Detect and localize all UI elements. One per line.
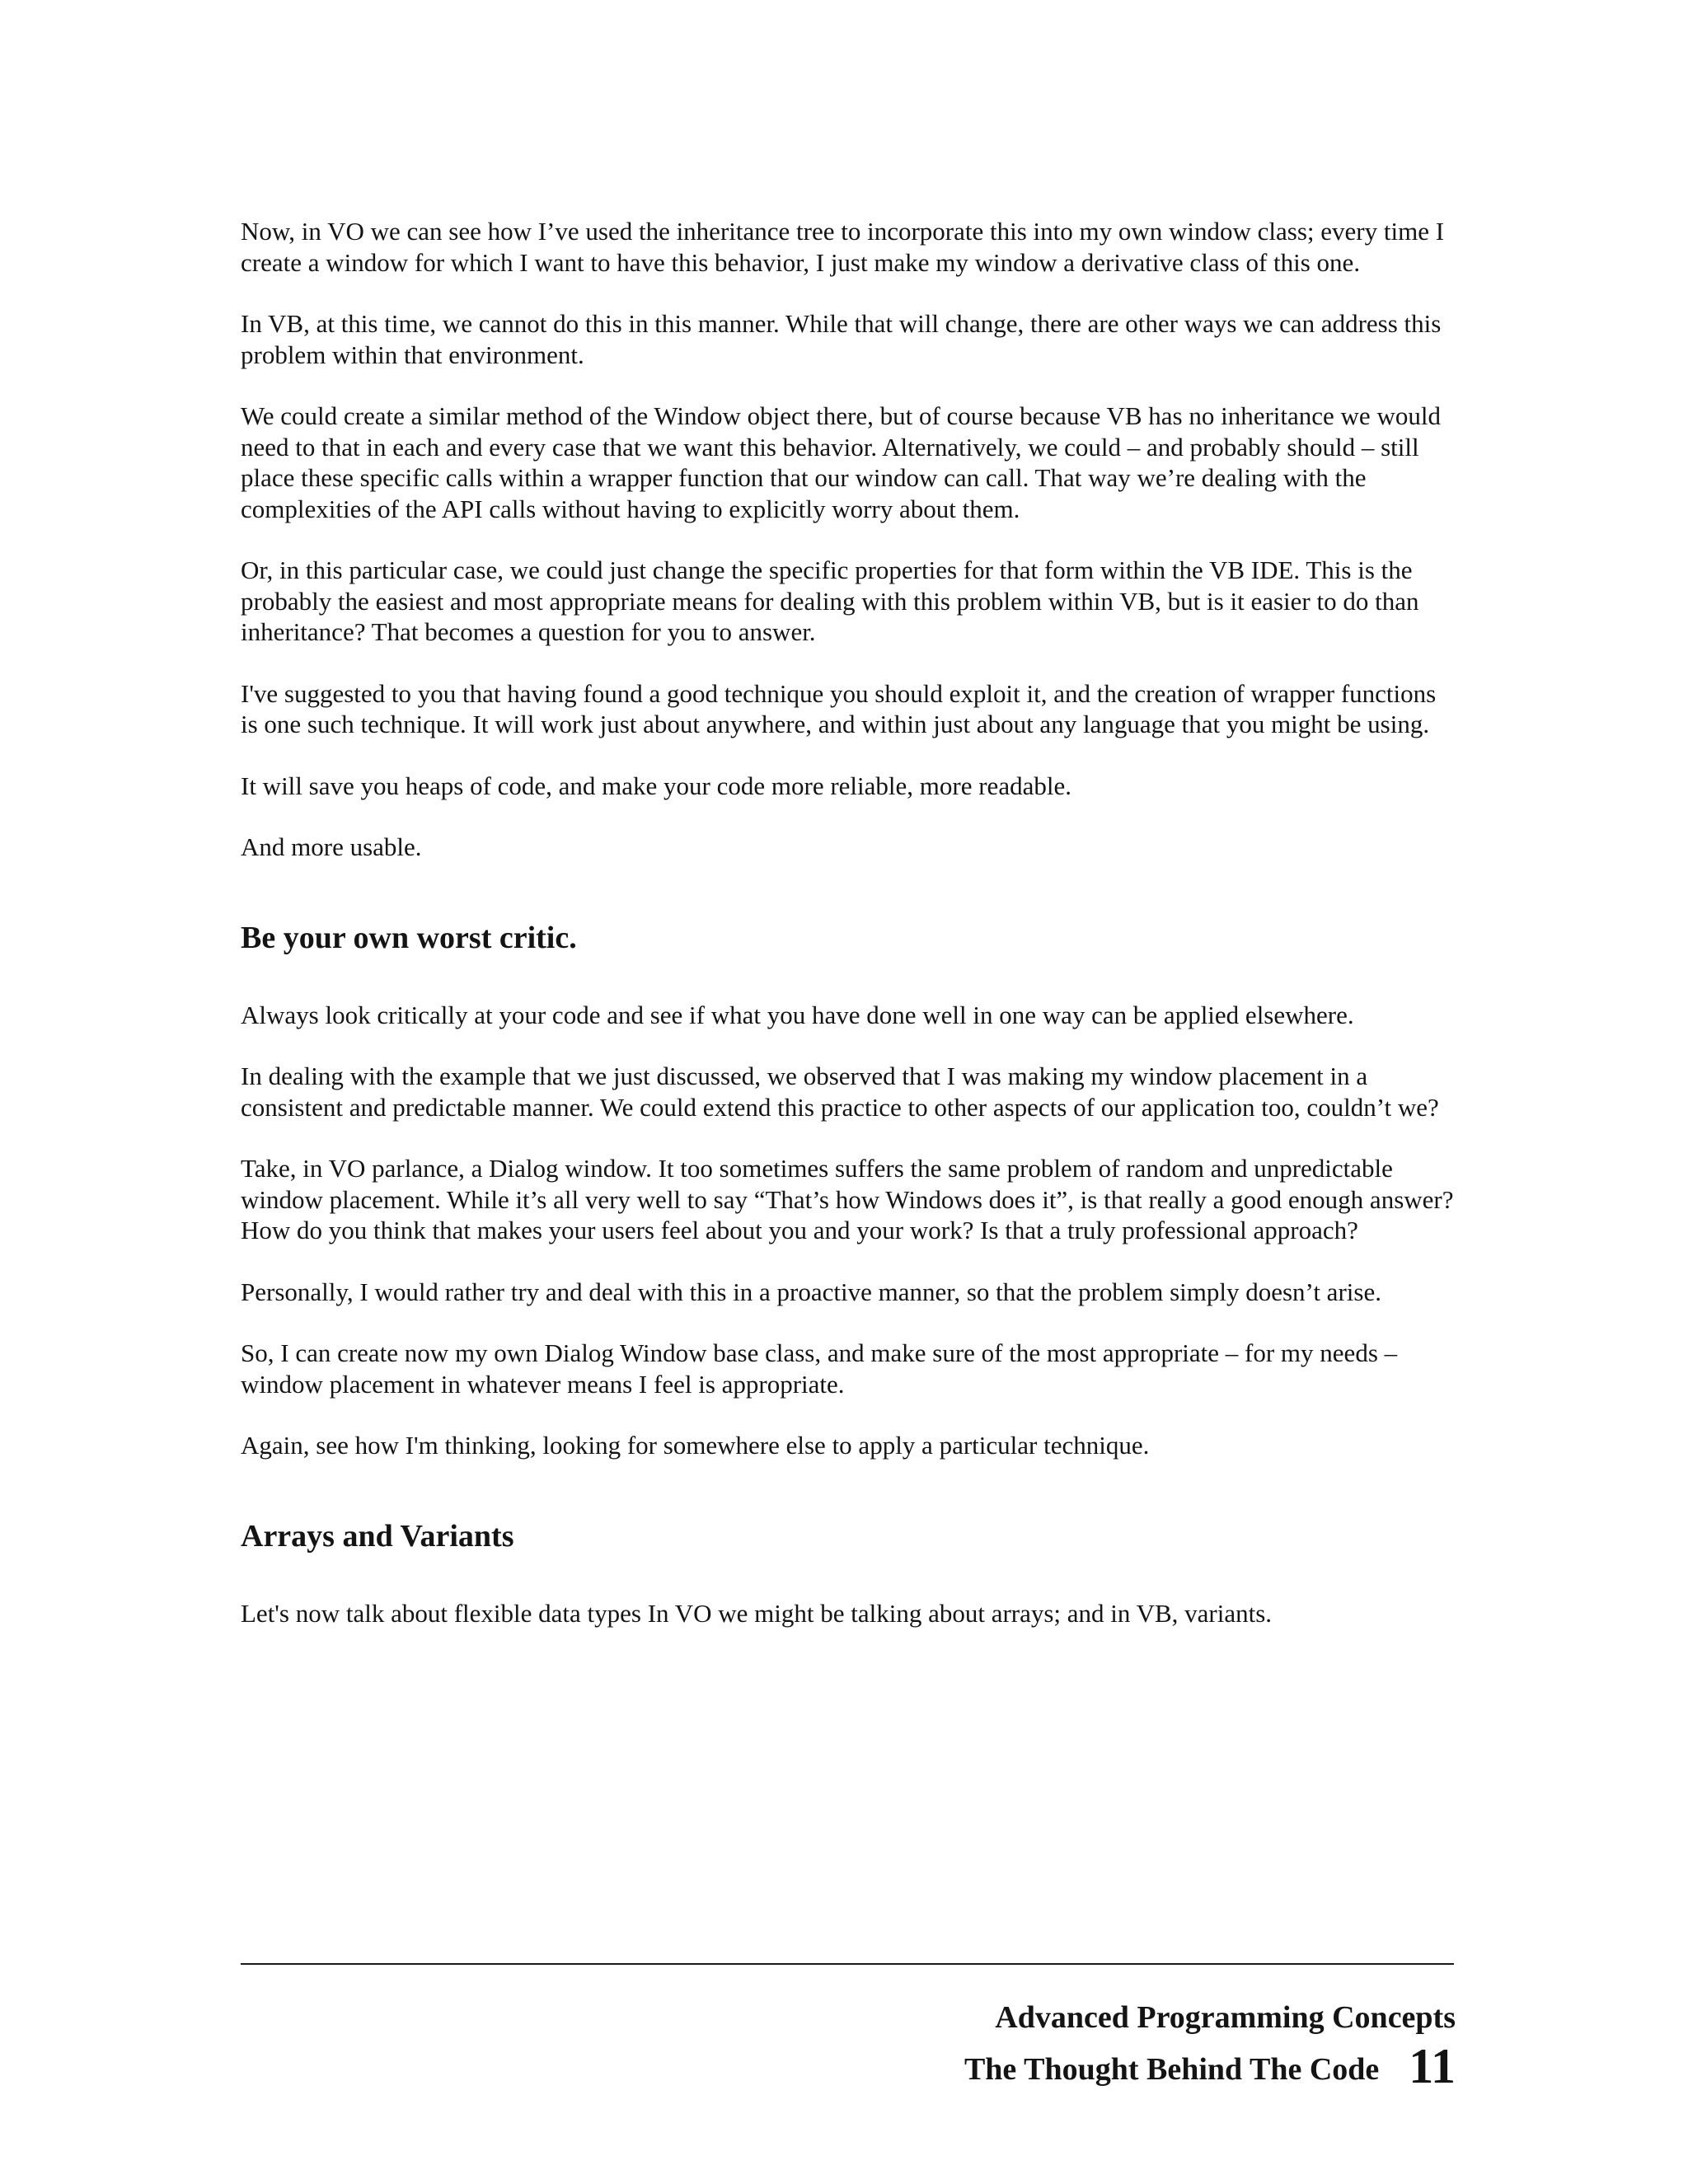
paragraph: Always look critically at your code and see if what you have done well in one way can be applied elsewhere. (241, 1000, 1354, 1029)
paragraph: Or, in this particular case, we could just change the specific properties for that form within the VB IDE. This is the probably the easiest and most appropriate means for dealing with this problem within VB, but is it easier to do than inheritance? That becomes a question for you to answer. (241, 555, 1419, 646)
page-number: 11 (1409, 2039, 1456, 2093)
footer-book-title: Advanced Programming Concepts (995, 2000, 1456, 2035)
section-heading-arrays: Arrays and Variants (241, 1518, 514, 1554)
footer-subtitle-row (964, 2037, 1456, 2098)
section-heading-critic: Be your own worst critic. (241, 920, 577, 955)
paragraph: We could create a similar method of the Window object there, but of course because VB has no inheritance we would need to that in each and every case that we want this behavior. Alternatively, we could – and probably should – still place these specific calls within a wrapper function that our window can call. That way we’re dealing with the complexities of the API calls without having to explicitly worry about them. (241, 401, 1441, 523)
paragraph: Take, in VO parlance, a Dialog window. It too sometimes suffers the same problem of random and unpredictable window placement. While it’s all very well to say “That’s how Windows does it”, is that really a good enough answer? How do you think that makes your users feel about you and your work? Is that a truly professional approach? (241, 1154, 1454, 1244)
paragraph: Again, see how I'm thinking, looking for somewhere else to apply a particular technique. (241, 1431, 1150, 1460)
paragraph: Let's now talk about flexible data types In VO we might be talking about arrays; and in VB, variants. (241, 1598, 1273, 1628)
page-body (241, 216, 1456, 1659)
paragraph: I've suggested to you that having found a good technique you should exploit it, and the creation of wrapper functions is one such technique. It will work just about anywhere, and within just about any language that you might be using. (241, 678, 1437, 738)
paragraph: And more usable. (241, 832, 422, 861)
paragraph: So, I can create now my own Dialog Window base class, and make sure of the most appropriate – for my needs – window placement in whatever means I feel is appropriate. (241, 1338, 1398, 1399)
footer-subtitle: The Thought Behind The Code (964, 2052, 1380, 2087)
paragraph: It will save you heaps of code, and make your code more reliable, more readable. (241, 771, 1071, 800)
paragraph: Personally, I would rather try and deal with this in a proactive manner, so that the problem simply doesn’t arise. (241, 1277, 1381, 1306)
page-footer (964, 1998, 1456, 2098)
paragraph: In VB, at this time, we cannot do this in this manner. While that will change, there are other ways we can address this problem within that environment. (241, 309, 1442, 369)
paragraph: In dealing with the example that we just discussed, we observed that I was making my window placement in a consistent and predictable manner. We could extend this practice to other aspects of our application too, couldn’t we? (241, 1062, 1439, 1122)
paragraph: Now, in VO we can see how I’ve used the inheritance tree to incorporate this into my own window class; every time I create a window for which I want to have this behavior, I just make my window a derivative class of this one. (241, 217, 1445, 277)
footer-divider (241, 1963, 1454, 1965)
